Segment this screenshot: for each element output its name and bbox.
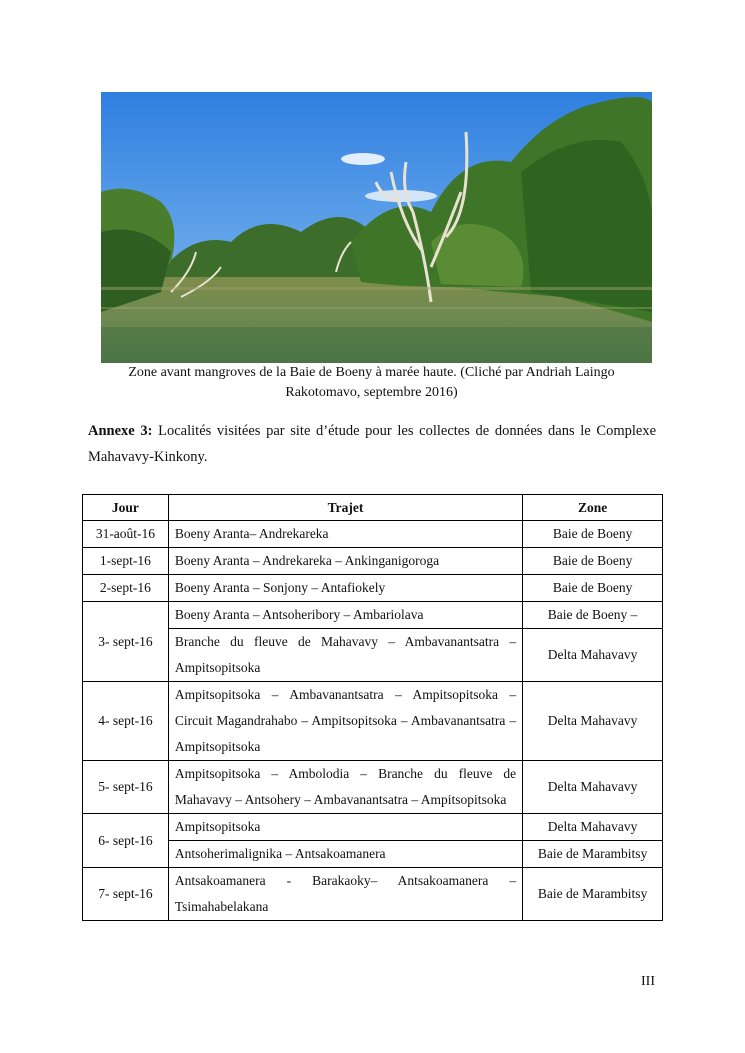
day-cell: 2-sept-16: [83, 575, 169, 602]
day-cell: 7- sept-16: [83, 868, 169, 921]
table-row: [83, 682, 663, 761]
annex-label: Annexe 3:: [88, 423, 153, 439]
trip-cell: Boeny Aranta – Antsoheribory – Ambariolava: [168, 602, 522, 629]
table-row: [83, 521, 663, 548]
trip-cell: Antsoherimalignika – Antsakoamanera: [168, 841, 522, 868]
day-cell: 3- sept-16: [83, 602, 169, 682]
table-row: [83, 761, 663, 814]
header-jour: Jour: [83, 495, 169, 521]
table-row: [83, 575, 663, 602]
day-cell: 4- sept-16: [83, 682, 169, 761]
trip-cell: Branche du fleuve de Mahavavy – Ambavanantsatra – Ampitsopitsoka: [168, 629, 522, 682]
trip-cell: Boeny Aranta– Andrekareka: [168, 521, 522, 548]
table-row: [83, 548, 663, 575]
trip-cell: Ampitsopitsoka: [168, 814, 522, 841]
page-number: III: [641, 974, 655, 989]
annex-text: Localités visitées par site d’étude pour les collectes de données dans le Complexe Mahavavy-Kinkony.: [88, 423, 657, 465]
day-cell: 1-sept-16: [83, 548, 169, 575]
trip-cell: Antsakoamanera - Barakaoky– Antsakoamanera – Tsimahabelakana: [168, 868, 522, 921]
zone-cell: Baie de Boeny: [523, 521, 663, 548]
photo-caption: Zone avant mangroves de la Baie de Boeny à marée haute. (Cliché par Andriah Laingo Rakotomavo, septembre 2016): [128, 365, 615, 400]
table-row: [83, 868, 663, 921]
table-row: [83, 602, 663, 629]
zone-cell: Delta Mahavavy: [523, 814, 663, 841]
table-row: [83, 841, 663, 868]
mangrove-photo: [101, 92, 652, 363]
trip-cell: Ampitsopitsoka – Ambolodia – Branche du fleuve de Mahavavy – Antsohery – Ambavanantsatra – Ampitsopitsoka: [168, 761, 522, 814]
trip-cell: Boeny Aranta – Andrekareka – Ankinganigoroga: [168, 548, 522, 575]
zone-cell: Delta Mahavavy: [523, 682, 663, 761]
day-cell: 6- sept-16: [83, 814, 169, 868]
day-cell: 5- sept-16: [83, 761, 169, 814]
zone-cell: Baie de Marambitsy: [523, 868, 663, 921]
table-row: [83, 629, 663, 682]
header-zone: Zone: [523, 495, 663, 521]
annex-paragraph: [88, 418, 656, 470]
zone-cell: Baie de Boeny: [523, 575, 663, 602]
zone-cell: Baie de Boeny –: [523, 602, 663, 629]
zone-cell: Baie de Boeny: [523, 548, 663, 575]
trip-cell: Ampitsopitsoka – Ambavanantsatra – Ampitsopitsoka – Circuit Magandrahabo – Ampitsopitsoka – Ambavanantsatra – Ampitsopitsoka: [168, 682, 522, 761]
localities-table: [82, 494, 663, 921]
zone-cell: Baie de Marambitsy: [523, 841, 663, 868]
zone-cell: Delta Mahavavy: [523, 629, 663, 682]
day-cell: 31-août-16: [83, 521, 169, 548]
trip-cell: Boeny Aranta – Sonjony – Antafiokely: [168, 575, 522, 602]
zone-cell: Delta Mahavavy: [523, 761, 663, 814]
header-trajet: Trajet: [168, 495, 522, 521]
table-row: [83, 814, 663, 841]
table-header-row: [83, 495, 663, 521]
